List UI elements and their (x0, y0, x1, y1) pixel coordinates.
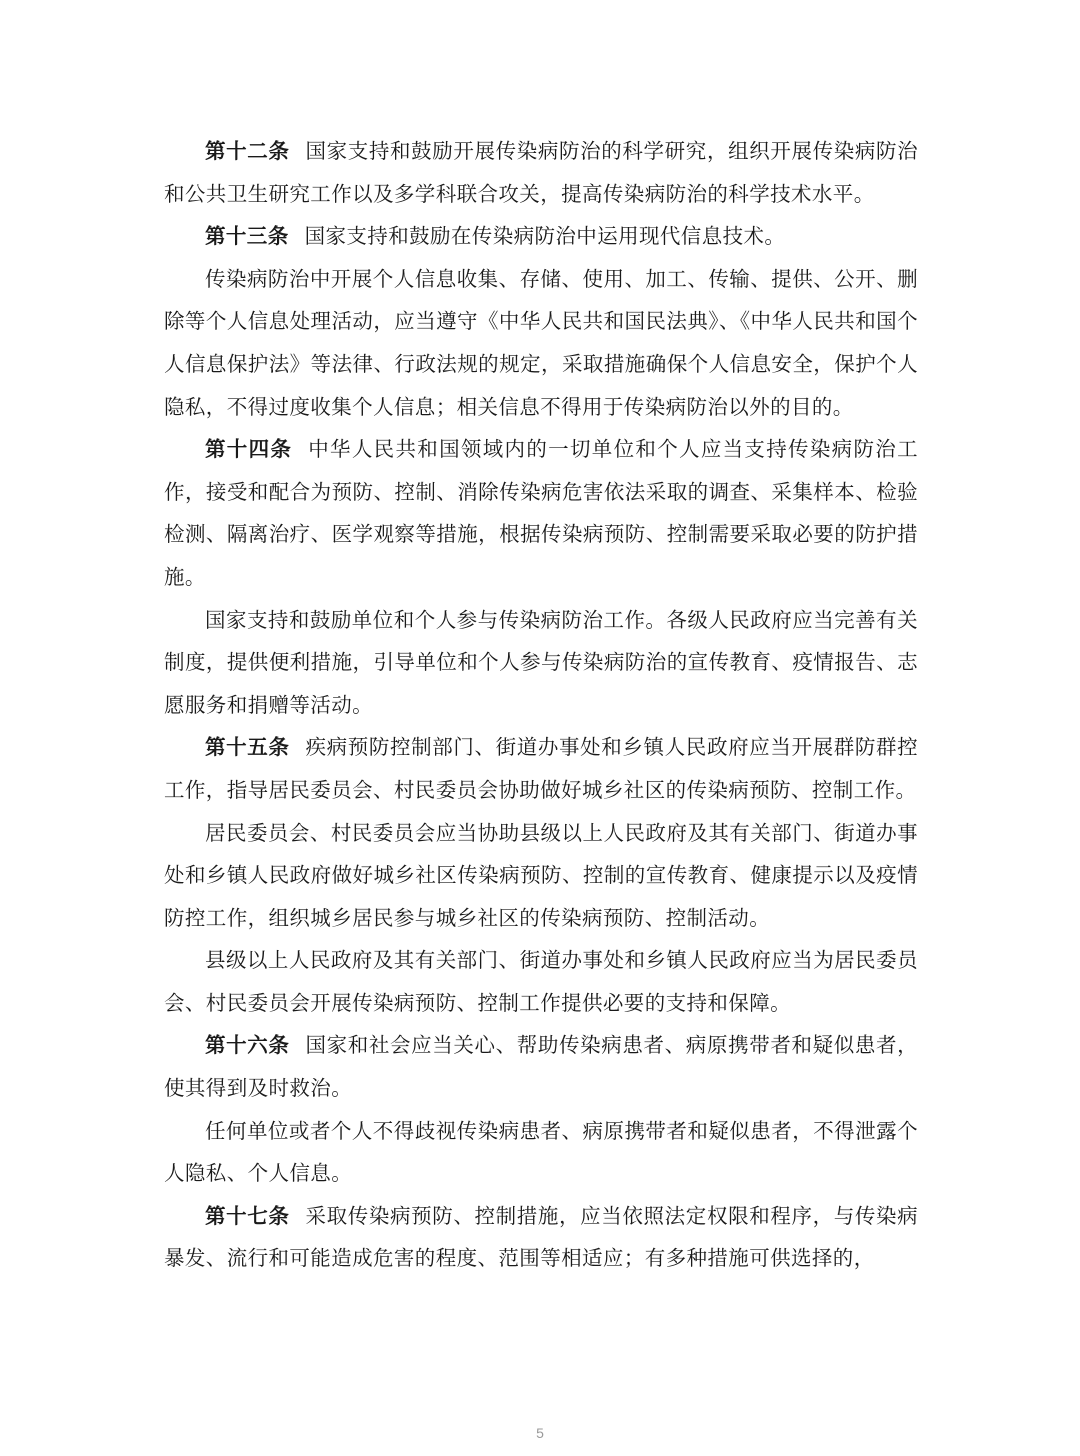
document-body (164, 130, 918, 1280)
article-heading: 第十六条 (205, 1033, 290, 1058)
paragraph-text: 国家支持和鼓励开展传染病防治的科学研究，组织开展传染病防治和公共卫生研究工作以及多学科联合攻关，提高传染病防治的科学技术水平。 (164, 139, 918, 206)
paragraph (164, 258, 918, 428)
paragraph-text: 中华人民共和国领域内的一切单位和个人应当支持传染病防治工作，接受和配合为预防、控制、消除传染病危害依法采取的调查、采集样本、检验检测、隔离治疗、医学观察等措施，根据传染病预防、控制需要采取必要的防护措施。 (164, 437, 918, 589)
article-heading: 第十七条 (205, 1203, 290, 1228)
paragraph-article-12 (164, 130, 918, 215)
article-heading: 第十二条 (205, 139, 290, 163)
paragraph-text: 居民委员会、村民委员会应当协助县级以上人民政府及其有关部门、街道办事处和乡镇人民政府做好城乡社区传染病预防、控制的宣传教育、健康提示以及疫情防控工作，组织城乡居民参与城乡社区的传染病预防、控制活动。 (164, 820, 918, 930)
paragraph-text: 疾病预防控制部门、街道办事处和乡镇人民政府应当开展群防群控工作，指导居民委员会、村民委员会协助做好城乡社区的传染病预防、控制工作。 (164, 735, 918, 802)
page-number: 5 (536, 1425, 544, 1441)
paragraph-text: 国家支持和鼓励单位和个人参与传染病防治工作。各级人民政府应当完善有关制度，提供便利措施，引导单位和个人参与传染病防治的宣传教育、疫情报告、志愿服务和捐赠等活动。 (164, 607, 918, 717)
article-heading: 第十五条 (205, 735, 290, 760)
paragraph (164, 1110, 918, 1195)
paragraph-article-14 (164, 428, 918, 598)
paragraph-article-17 (164, 1195, 918, 1280)
paragraph (164, 812, 918, 940)
paragraph-text: 任何单位或者个人不得歧视传染病患者、病原携带者和疑似患者，不得泄露个人隐私、个人信息。 (164, 1118, 918, 1186)
paragraph-article-15 (164, 726, 918, 811)
paragraph-article-16 (164, 1024, 918, 1109)
paragraph (164, 599, 918, 727)
article-heading: 第十四条 (205, 437, 293, 462)
article-heading: 第十三条 (205, 224, 289, 249)
paragraph (164, 939, 918, 1024)
paragraph-text: 传染病防治中开展个人信息收集、存储、使用、加工、传输、提供、公开、删除等个人信息处理活动，应当遵守《中华人民共和国民法典》、《中华人民共和国个人信息保护法》等法律、行政法规的规定，采取措施确保个人信息安全，保护个人隐私，不得过度收集个人信息；相关信息不得用于传染病防治以外的目的。 (164, 266, 918, 419)
paragraph-text: 国家支持和鼓励在传染病防治中运用现代信息技术。 (304, 224, 786, 249)
paragraph-text: 国家和社会应当关心、帮助传染病患者、病原携带者和疑似患者，使其得到及时救治。 (164, 1033, 918, 1101)
paragraph-text: 县级以上人民政府及其有关部门、街道办事处和乡镇人民政府应当为居民委员会、村民委员会开展传染病预防、控制工作提供必要的支持和保障。 (164, 948, 918, 1015)
paragraph-text: 采取传染病预防、控制措施，应当依照法定权限和程序，与传染病暴发、流行和可能造成危害的程度、范围等相适应；有多种措施可供选择的， (164, 1203, 918, 1271)
paragraph-article-13 (164, 215, 918, 258)
